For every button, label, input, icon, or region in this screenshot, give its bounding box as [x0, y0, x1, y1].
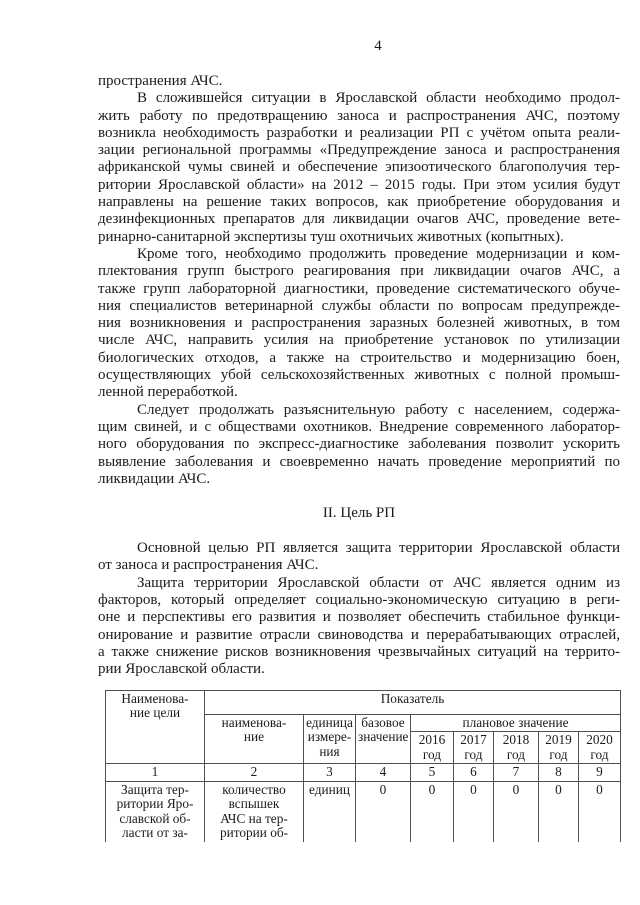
- header-line: измере-: [307, 729, 352, 745]
- value-cell: 0: [539, 781, 579, 842]
- column-number: 1: [106, 764, 205, 782]
- text-line: В сложившейся ситуации в Ярославской области необходимо продол-: [137, 90, 620, 107]
- table-header-planned-value: плановое значение: [411, 714, 621, 732]
- cell-line: АЧС на тер-: [220, 810, 288, 826]
- value-cell: 0: [454, 781, 494, 842]
- value-cell: 0: [411, 781, 454, 842]
- paragraph: [98, 575, 620, 679]
- paragraph: [98, 246, 620, 402]
- text-line: направлены на решение таких вопросов, как приобретение оборудования и: [98, 194, 620, 211]
- text-line: также групп лабораторной диагностики, проведение систематического обуче-: [98, 280, 620, 297]
- table-header-unit: [304, 714, 356, 764]
- header-line: 2020: [586, 732, 613, 748]
- header-line: ние цели: [129, 705, 181, 721]
- document-body: [98, 73, 620, 842]
- page-number: 4: [374, 38, 382, 54]
- text-line: ного оборудования по экспресс-диагностике заболевания позволит ускорить: [98, 436, 620, 453]
- text-line: дезинфекционных препаратов для ликвидации очагов АЧС, проведение вете-: [98, 211, 620, 228]
- value-cell: 0: [579, 781, 621, 842]
- header-line: наименова-: [221, 714, 287, 730]
- text-line: плектования групп быстрого реагирования при ликвидации очагов АЧС, а: [98, 263, 620, 280]
- text-line: африканской чумы свиней и обеспечение эпизоотического благополучия тер-: [98, 159, 620, 176]
- text-line: рии Ярославской области.: [98, 661, 265, 678]
- text-line: жить работу по предотвращению заноса и распространения АЧС, поэтому: [98, 107, 620, 124]
- header-line: базовое: [361, 714, 405, 730]
- column-number: 2: [205, 764, 304, 782]
- section-heading: II. Цель РП: [322, 505, 396, 522]
- header-line: ние: [243, 729, 265, 745]
- header-line: год: [590, 746, 609, 762]
- cell-line: количество: [222, 781, 286, 797]
- table-header-goal: [106, 690, 205, 764]
- goals-indicator-table: [105, 690, 621, 842]
- header-line: 2016: [418, 732, 446, 748]
- text-line: Кроме того, необходимо продолжить проведение модернизации и ком-: [137, 245, 620, 262]
- text-line: Следует продолжать разъяснительную работу с населением, содержа-: [137, 401, 620, 418]
- table-row: [106, 781, 621, 842]
- text-line: числе АЧС, направить усилия на приобретение установок по утилизации: [98, 332, 620, 349]
- cell-line: Защита тер-: [121, 781, 189, 797]
- table-header-year-2018: [494, 732, 539, 764]
- goal-cell: [106, 781, 205, 842]
- unit-cell: единиц: [304, 781, 356, 842]
- table-header-year-2020: [579, 732, 621, 764]
- table-header-year-2017: [454, 732, 494, 764]
- text-line: ния специалистов ветеринарной службы области по вопросам предупрежде-: [98, 297, 620, 314]
- column-number: 3: [304, 764, 356, 782]
- text-line: ринарно-санитарной экспертизы туш охотничьих животных (копытных).: [98, 228, 564, 245]
- text-line: оне и перспективы его развития и позволяет обеспечить стабильное функци-: [98, 609, 620, 626]
- cell-line: ритории об-: [219, 825, 289, 841]
- cell-line: ритории Яро-: [116, 796, 194, 812]
- column-number: 6: [454, 764, 494, 782]
- table-header-base-value: [356, 714, 411, 764]
- text-line: возникла необходимость разработки и реализации РП с учётом опыта реали-: [98, 124, 620, 141]
- value-cell: 0: [494, 781, 539, 842]
- header-line: год: [422, 746, 442, 762]
- text-line: от заноса и распространения АЧС.: [98, 557, 319, 574]
- paragraph-continuation: [98, 73, 620, 90]
- paragraph: [98, 90, 620, 246]
- header-line: единица: [306, 714, 353, 730]
- text-line: биологических отходов, а также на строительство и модернизацию боен,: [98, 349, 620, 366]
- table-header-indicator: Показатель: [205, 690, 621, 714]
- text-line: ликвидации АЧС.: [98, 470, 211, 487]
- header-line: значение: [358, 729, 409, 745]
- header-line: ния: [319, 743, 340, 759]
- text-line: Защита территории Ярославской области от АЧС является одним из: [137, 574, 620, 591]
- header-line: год: [549, 746, 568, 762]
- table-header-name: [205, 714, 304, 764]
- header-line: год: [506, 746, 526, 762]
- text-line: ния возникновения и распространения заразных болезней животных, в том: [98, 315, 620, 332]
- text-line: щим свиней, и с обществами охотников. Внедрение современного лаборатор-: [98, 418, 620, 435]
- cell-line: ласти от за-: [122, 825, 188, 841]
- text-line: зации региональной программы «Предупреждение заноса и распространения: [98, 142, 620, 159]
- text-line: осуществляющих убой сельскохозяйственных животных с полной промыш-: [98, 367, 620, 384]
- indicator-name-cell: [205, 781, 304, 842]
- paragraph: [98, 540, 620, 575]
- column-number: 5: [411, 764, 454, 782]
- table-header-year-2019: [539, 732, 579, 764]
- column-number: 7: [494, 764, 539, 782]
- column-number: 8: [539, 764, 579, 782]
- text-line: а также снижение рисков возникновения чрезвычайных ситуаций на террито-: [98, 643, 620, 660]
- header-line: 2017: [460, 732, 487, 748]
- header-line: 2018: [502, 732, 530, 748]
- column-number: 9: [579, 764, 621, 782]
- text-line: ленной переработкой.: [98, 384, 238, 401]
- header-line: Наименова-: [121, 690, 189, 706]
- cell-line: вспышек: [228, 796, 280, 812]
- table-header-year-2016: [411, 732, 454, 764]
- text-line: Основной целью РП является защита территории Ярославской области: [137, 540, 620, 557]
- paragraph: [98, 402, 620, 488]
- text-line: онирование и развитие отрасли свиноводства и перерабатывающих отраслей,: [98, 626, 620, 643]
- header-line: 2019: [545, 732, 572, 748]
- column-number: 4: [356, 764, 411, 782]
- text-line: факторов, который определяет социально-экономическую ситуацию в реги-: [98, 591, 620, 608]
- cell-line: славской об-: [119, 810, 191, 826]
- text-line: ритории Ярославской области» на 2012 – 2015 годы. При этом усилия будут: [98, 176, 620, 193]
- value-cell: 0: [356, 781, 411, 842]
- header-line: год: [464, 746, 483, 762]
- text-line: пространения АЧС.: [98, 73, 223, 89]
- text-line: выявление заболевания и своевременно начать проведение мероприятий по: [98, 453, 620, 470]
